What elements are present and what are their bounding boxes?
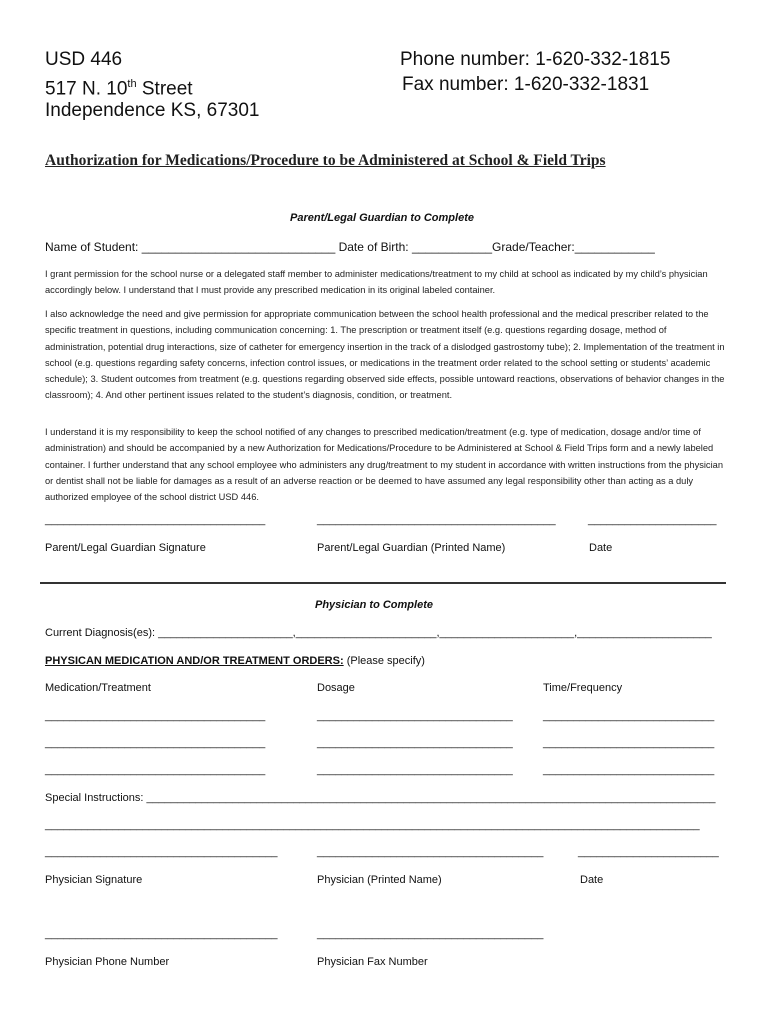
street-name: Street <box>136 78 193 100</box>
orders-heading <box>45 655 425 667</box>
diagnosis-line[interactable]: Current Diagnosis(es): ______________________,_______________________,______________________,______________________ <box>45 627 712 639</box>
street-number: 517 N. 10 <box>45 78 128 100</box>
communication-paragraph: I also acknowledge the need and give permission for appropriate communication between the school health professional and the medical prescriber related to the specific treatment in questions, including communication concerning: 1. The prescription or treatment itself (e.g. questions regarding dosage, method of administration, potential drug interactions, size of catheter for emergency insertion in the track of a dislodged gastrostomy tube); 2. Implementation of the treatment in school (e.g. questions regarding safety concerns, infection control issues, or medications in the treatment order related to the school setting or students’ academic schedule); 3. Student outcomes from treatment (e.g. questions regarding observed side effects, possible untoward reactions, observations of behavior changes in the classroom); 4. And other pertinent issues related to the student’s diagnosis, condition, or treatment. <box>45 309 725 401</box>
responsibility-paragraph: I understand it is my responsibility to keep the school notified of any changes to prescribed medication/treatment (e.g. type of medication, dosage and/or time of administration) and should be accompanied by a new Authorization for Medications/Procedure to be Administered at School & Field Trips form and a newly labeled container. I further understand that any school employee who administers any drug/treatment to my student in accordance with written instructions from the physician or dentist shall not be liable for damages as a result of an adverse reaction or be deemed to have assumed any legal responsibility other than acting as a duly authorized employee of the school district USD 446. <box>45 427 723 503</box>
physician-signature-label: Physician Signature <box>45 874 143 886</box>
guardian-signature-blank[interactable]: ____________________________________ <box>45 514 266 526</box>
physician-date-label: Date <box>580 874 604 886</box>
physician-section-heading: Physician to Complete <box>315 599 433 611</box>
physician-phone-blank[interactable]: ______________________________________ <box>45 928 278 940</box>
parent-section-heading: Parent/Legal Guardian to Complete <box>290 212 474 224</box>
medication-blank[interactable]: ____________________________________ <box>45 764 266 776</box>
dosage-column-header: Dosage <box>317 682 355 694</box>
street-ordinal: th <box>127 78 137 90</box>
guardian-printed-name-blank[interactable]: _______________________________________ <box>317 514 556 526</box>
special-instructions-continuation[interactable]: ___________________________________________________________________________________________________________ <box>45 819 700 831</box>
special-instructions-line[interactable]: Special Instructions: _____________________________________________________________________________________________ <box>45 792 716 804</box>
time-blank[interactable]: ____________________________ <box>543 737 715 749</box>
phone-number: Phone number: 1-620-332-1815 <box>400 49 671 70</box>
orders-heading-text: PHYSICAN MEDICATION AND/OR TREATMENT ORDERS: <box>45 655 344 667</box>
guardian-signature-label: Parent/Legal Guardian Signature <box>45 542 206 554</box>
guardian-date-label: Date <box>589 542 613 554</box>
time-blank[interactable]: ____________________________ <box>543 710 715 722</box>
permission-paragraph: I grant permission for the school nurse or a delegated staff member to administer medications/treatment to my child at school as indicated by my child’s physician accordingly below. I understand that I must provide any prescribed medication in its original labeled container. <box>45 269 708 296</box>
street-address <box>45 72 193 101</box>
dosage-blank[interactable]: ________________________________ <box>317 764 513 776</box>
student-info-line[interactable]: Name of Student: _____________________________ Date of Birth: ____________Grade/Teacher:____________ <box>45 240 655 254</box>
physician-fax-label: Physician Fax Number <box>317 956 428 968</box>
physician-signature-blank[interactable]: ______________________________________ <box>45 846 278 858</box>
time-blank[interactable]: ____________________________ <box>543 764 715 776</box>
section-divider <box>40 582 726 584</box>
guardian-date-blank[interactable]: _____________________ <box>588 514 717 526</box>
fax-number: Fax number: 1-620-332-1831 <box>402 74 650 95</box>
physician-printed-name-label: Physician (Printed Name) <box>317 874 442 886</box>
physician-date-blank[interactable]: _______________________ <box>578 846 719 858</box>
medication-column-header: Medication/Treatment <box>45 682 151 694</box>
orders-heading-note: (Please specify) <box>343 655 425 667</box>
guardian-printed-name-label: Parent/Legal Guardian (Printed Name) <box>317 542 506 554</box>
dosage-blank[interactable]: ________________________________ <box>317 737 513 749</box>
city-state-zip: Independence KS, 67301 <box>45 100 260 121</box>
district-name: USD 446 <box>45 49 123 70</box>
medication-blank[interactable]: ____________________________________ <box>45 710 266 722</box>
time-column-header: Time/Frequency <box>543 682 623 694</box>
form-title: Authorization for Medications/Procedure to be Administered at School & Field Trips <box>45 152 606 169</box>
physician-fax-blank[interactable]: _____________________________________ <box>317 928 544 940</box>
dosage-blank[interactable]: ________________________________ <box>317 710 513 722</box>
physician-phone-label: Physician Phone Number <box>45 956 170 968</box>
physician-printed-name-blank[interactable]: _____________________________________ <box>317 846 544 858</box>
medication-blank[interactable]: ____________________________________ <box>45 737 266 749</box>
